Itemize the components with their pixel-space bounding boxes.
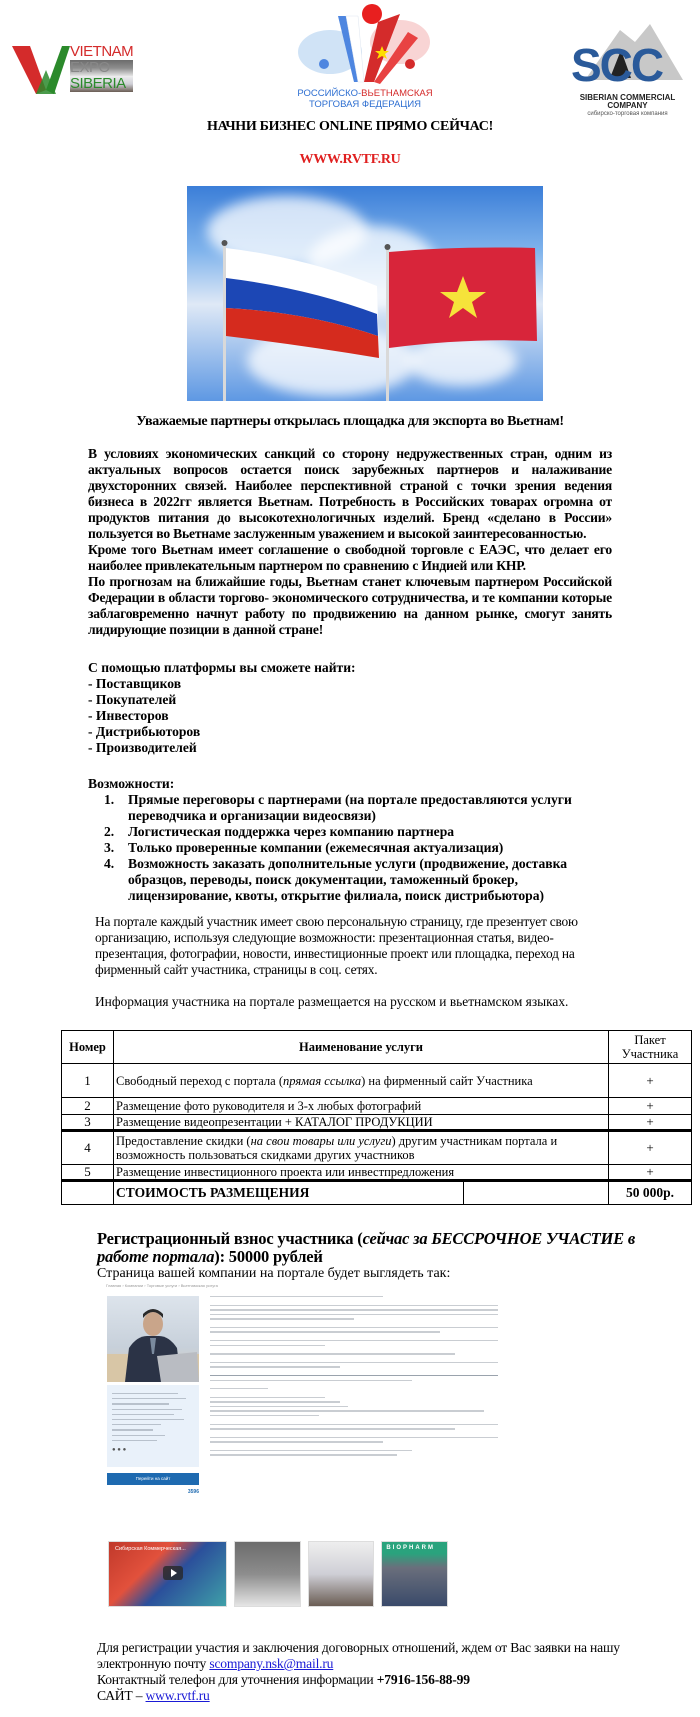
service-name: Размещение фото руководителя и 3-х любых фотографий [114, 1098, 609, 1115]
total-label: СТОИМОСТЬ РАЗМЕЩЕНИЯ [114, 1181, 464, 1205]
header-package: Пакет Участника [609, 1031, 692, 1064]
video-thumbnail[interactable]: Сибирская Коммерческая... [108, 1541, 227, 1607]
contact-email-line: Для регистрации участия и заключения договорных отношений, ждем от Вас заявки на нашу электронную почту scompany.nsk@mail.ru [97, 1640, 620, 1671]
person-icon [107, 1296, 199, 1382]
contact-site-line: САЙТ – www.rvtf.ru [97, 1688, 210, 1703]
logo-left-line2: EXPO [70, 60, 133, 76]
intro-paragraph-2: Кроме того Вьетнам имеет соглашение о свободной торговле с ЕАЭС, что делает его наиболее привлекательным партнером по сравнению с Индией или КНР. [88, 542, 612, 573]
table-row: 2 Размещение фото руководителя и 3-х любых фотографий + [62, 1098, 692, 1115]
table-row: 3 Размещение видеопрезентации + КАТАЛОГ ПРОДУКЦИИ + [62, 1115, 692, 1131]
director-photo [107, 1296, 199, 1382]
play-icon[interactable] [163, 1566, 183, 1580]
service-name: Предоставление скидки (на свои товары или услуги) другим участникам портала и возможность пользоваться скидками других участников [114, 1131, 609, 1165]
site-link[interactable]: www.rvtf.ru [145, 1688, 210, 1703]
scc-abbr: SCC [571, 39, 663, 91]
logo-right-line1: SIBERIAN COMMERCIAL [579, 93, 676, 102]
total-price: 50 000р. [609, 1181, 692, 1205]
find-title: С помощью платформы вы сможете найти: [88, 660, 356, 675]
photo-thumbnail[interactable]: BIOPHARM [381, 1541, 448, 1607]
logo-center-line2: ТОРГОВАЯ ФЕДЕРАЦИЯ [308, 99, 422, 110]
table-row: 1 Свободный переход с портала (прямая ссылка) на фирменный сайт Участника + [62, 1064, 692, 1098]
opportunities-title: Возможности: [88, 776, 175, 791]
opportunity-item: 3. Только проверенные компании (ежемесячная актуализация) [104, 840, 504, 855]
logo-left-line3: SIBERIA [70, 76, 133, 92]
siberian-commercial-company-logo [565, 20, 690, 117]
vietnam-expo-siberia-logo [10, 40, 150, 96]
find-item: - Инвесторов [88, 708, 169, 723]
find-item: - Производителей [88, 740, 197, 755]
opportunity-item: 4. Возможность заказать дополнительные услуги (продвижение, доставка образцов, переводы, поиск документации, таможенный брокер, лицензирование, квоты, открытие филиала, поиск дистрибьютора) [104, 856, 568, 903]
v-map-icon [10, 40, 70, 96]
contact-info-card [107, 1385, 199, 1467]
intro-paragraph-1: В условиях экономических санкций со сторону недружественных стран, одним из актуальных вопросов остается поиск зарубежных партнеров и налаживание двухсторонних связей. Наиболее перспективной страной с точки зрения ведения бизнеса в 2022гг является Вьетнам. Потребность в Российских товарах огромна от продуктов питания до высокотехнологичных изделий. Бренд «сделано в России» пользуется во Вьетнаме заслуженным уважением и высокой заинтересованностью. [88, 446, 612, 541]
table-row: 5 Размещение инвестиционного проекта или инвестпредложения + [62, 1165, 692, 1181]
contact-phone-line: Контактный телефон для уточнения информации +7916-156-88-99 [97, 1672, 470, 1687]
email-link[interactable]: scompany.nsk@mail.ru [209, 1656, 334, 1671]
find-item: - Дистрибьюторов [88, 724, 201, 739]
photo-thumbnail[interactable] [234, 1541, 301, 1607]
table-row: 4 Предоставление скидки (на свои товары или услуги) другим участникам портала и возможность пользоваться скидками других участников + [62, 1131, 692, 1165]
registration-fee: Регистрационный взнос участника (сейчас за БЕССРОЧНОЕ УЧАСТИЕ в работе портала): 50000 рублей [97, 1229, 636, 1266]
site-url: WWW.RVTF.RU [299, 152, 401, 167]
service-name: Размещение инвестиционного проекта или инвестпредложения [114, 1165, 609, 1181]
opportunities-list [104, 792, 624, 904]
services-table [61, 1030, 692, 1205]
logo-right-line2: COMPANY [607, 101, 648, 110]
photo-thumbnail[interactable] [308, 1541, 375, 1607]
company-article-text [210, 1296, 498, 1459]
logo-right-line3: сибирско-торговая компания [587, 111, 668, 117]
logo-left-line1: VIETNAM [70, 43, 134, 60]
service-name: Свободный переход с портала (прямая ссылка) на фирменный сайт Участника [114, 1064, 609, 1098]
opportunity-item: 1. Прямые переговоры с партнерами (на портале предоставляются услуги переводчика и организации видеосвязи) [104, 792, 572, 823]
table-header-row [62, 1031, 692, 1064]
header-service-name: Наименование услуги [114, 1031, 609, 1064]
go-to-site-button[interactable]: Перейти на сайт [107, 1473, 199, 1485]
intro-title: Уважаемые партнеры открылась площадка для экспорта во Вьетнам! [136, 414, 564, 429]
portal-page-preview-image [104, 1283, 499, 1603]
intro-text [88, 446, 612, 638]
find-section [88, 660, 612, 756]
rvtf-logo [290, 2, 440, 112]
find-item: - Поставщиков [88, 676, 182, 691]
russia-vietnam-flags-image [187, 186, 543, 401]
rvtf-emblem-icon [290, 2, 440, 88]
portal-info-text: На портале каждый участник имеет свою персональную страницу, где презентует свою организацию, используя следующие возможности: презентационная статья, видео-презентация, фотографии, новости, инвестиционные проект или площадка, переход на фирменный сайт участника, страницы в соц. сетях. [95, 914, 578, 977]
header-num: Номер [62, 1031, 114, 1064]
language-info-text: Информация участника на портале размещается на русском и вьетнамском языках. [95, 994, 569, 1009]
contact-section [97, 1640, 677, 1704]
flags-icon [187, 186, 543, 401]
breadcrumb: Главная › Компании › Торговые услуги › Вьетнамская услуга [106, 1283, 218, 1288]
view-counter: 3596 [187, 1489, 199, 1495]
opportunity-item: 2. Логистическая поддержка через компанию партнера [104, 824, 455, 839]
table-total-row [62, 1181, 692, 1205]
page-preview-caption: Страница вашей компании на портале будет выглядеть так: [97, 1266, 451, 1281]
intro-paragraph-3: По прогнозам на ближайшие годы, Вьетнам станет ключевым партнером Российской Федерации в области торгово- экономического сотрудничества, и те компании которые заблаговременно начнут работу по продвижению на данном рынке, смогут занять лидирующие позиции в данной стране! [88, 574, 612, 637]
social-icons[interactable]: ● ● ● [112, 1446, 127, 1453]
headline: НАЧНИ БИЗНЕС ONLINE ПРЯМО СЕЙЧАС! [207, 119, 493, 134]
media-gallery [108, 1541, 448, 1607]
service-name: Размещение видеопрезентации + КАТАЛОГ ПРОДУКЦИИ [114, 1115, 609, 1131]
logo-center-line1: РОССИЙСКО-ВЬЕТНАМСКАЯ [297, 88, 433, 99]
phone-number: +7916-156-88-99 [376, 1672, 470, 1687]
find-item: - Покупателей [88, 692, 177, 707]
